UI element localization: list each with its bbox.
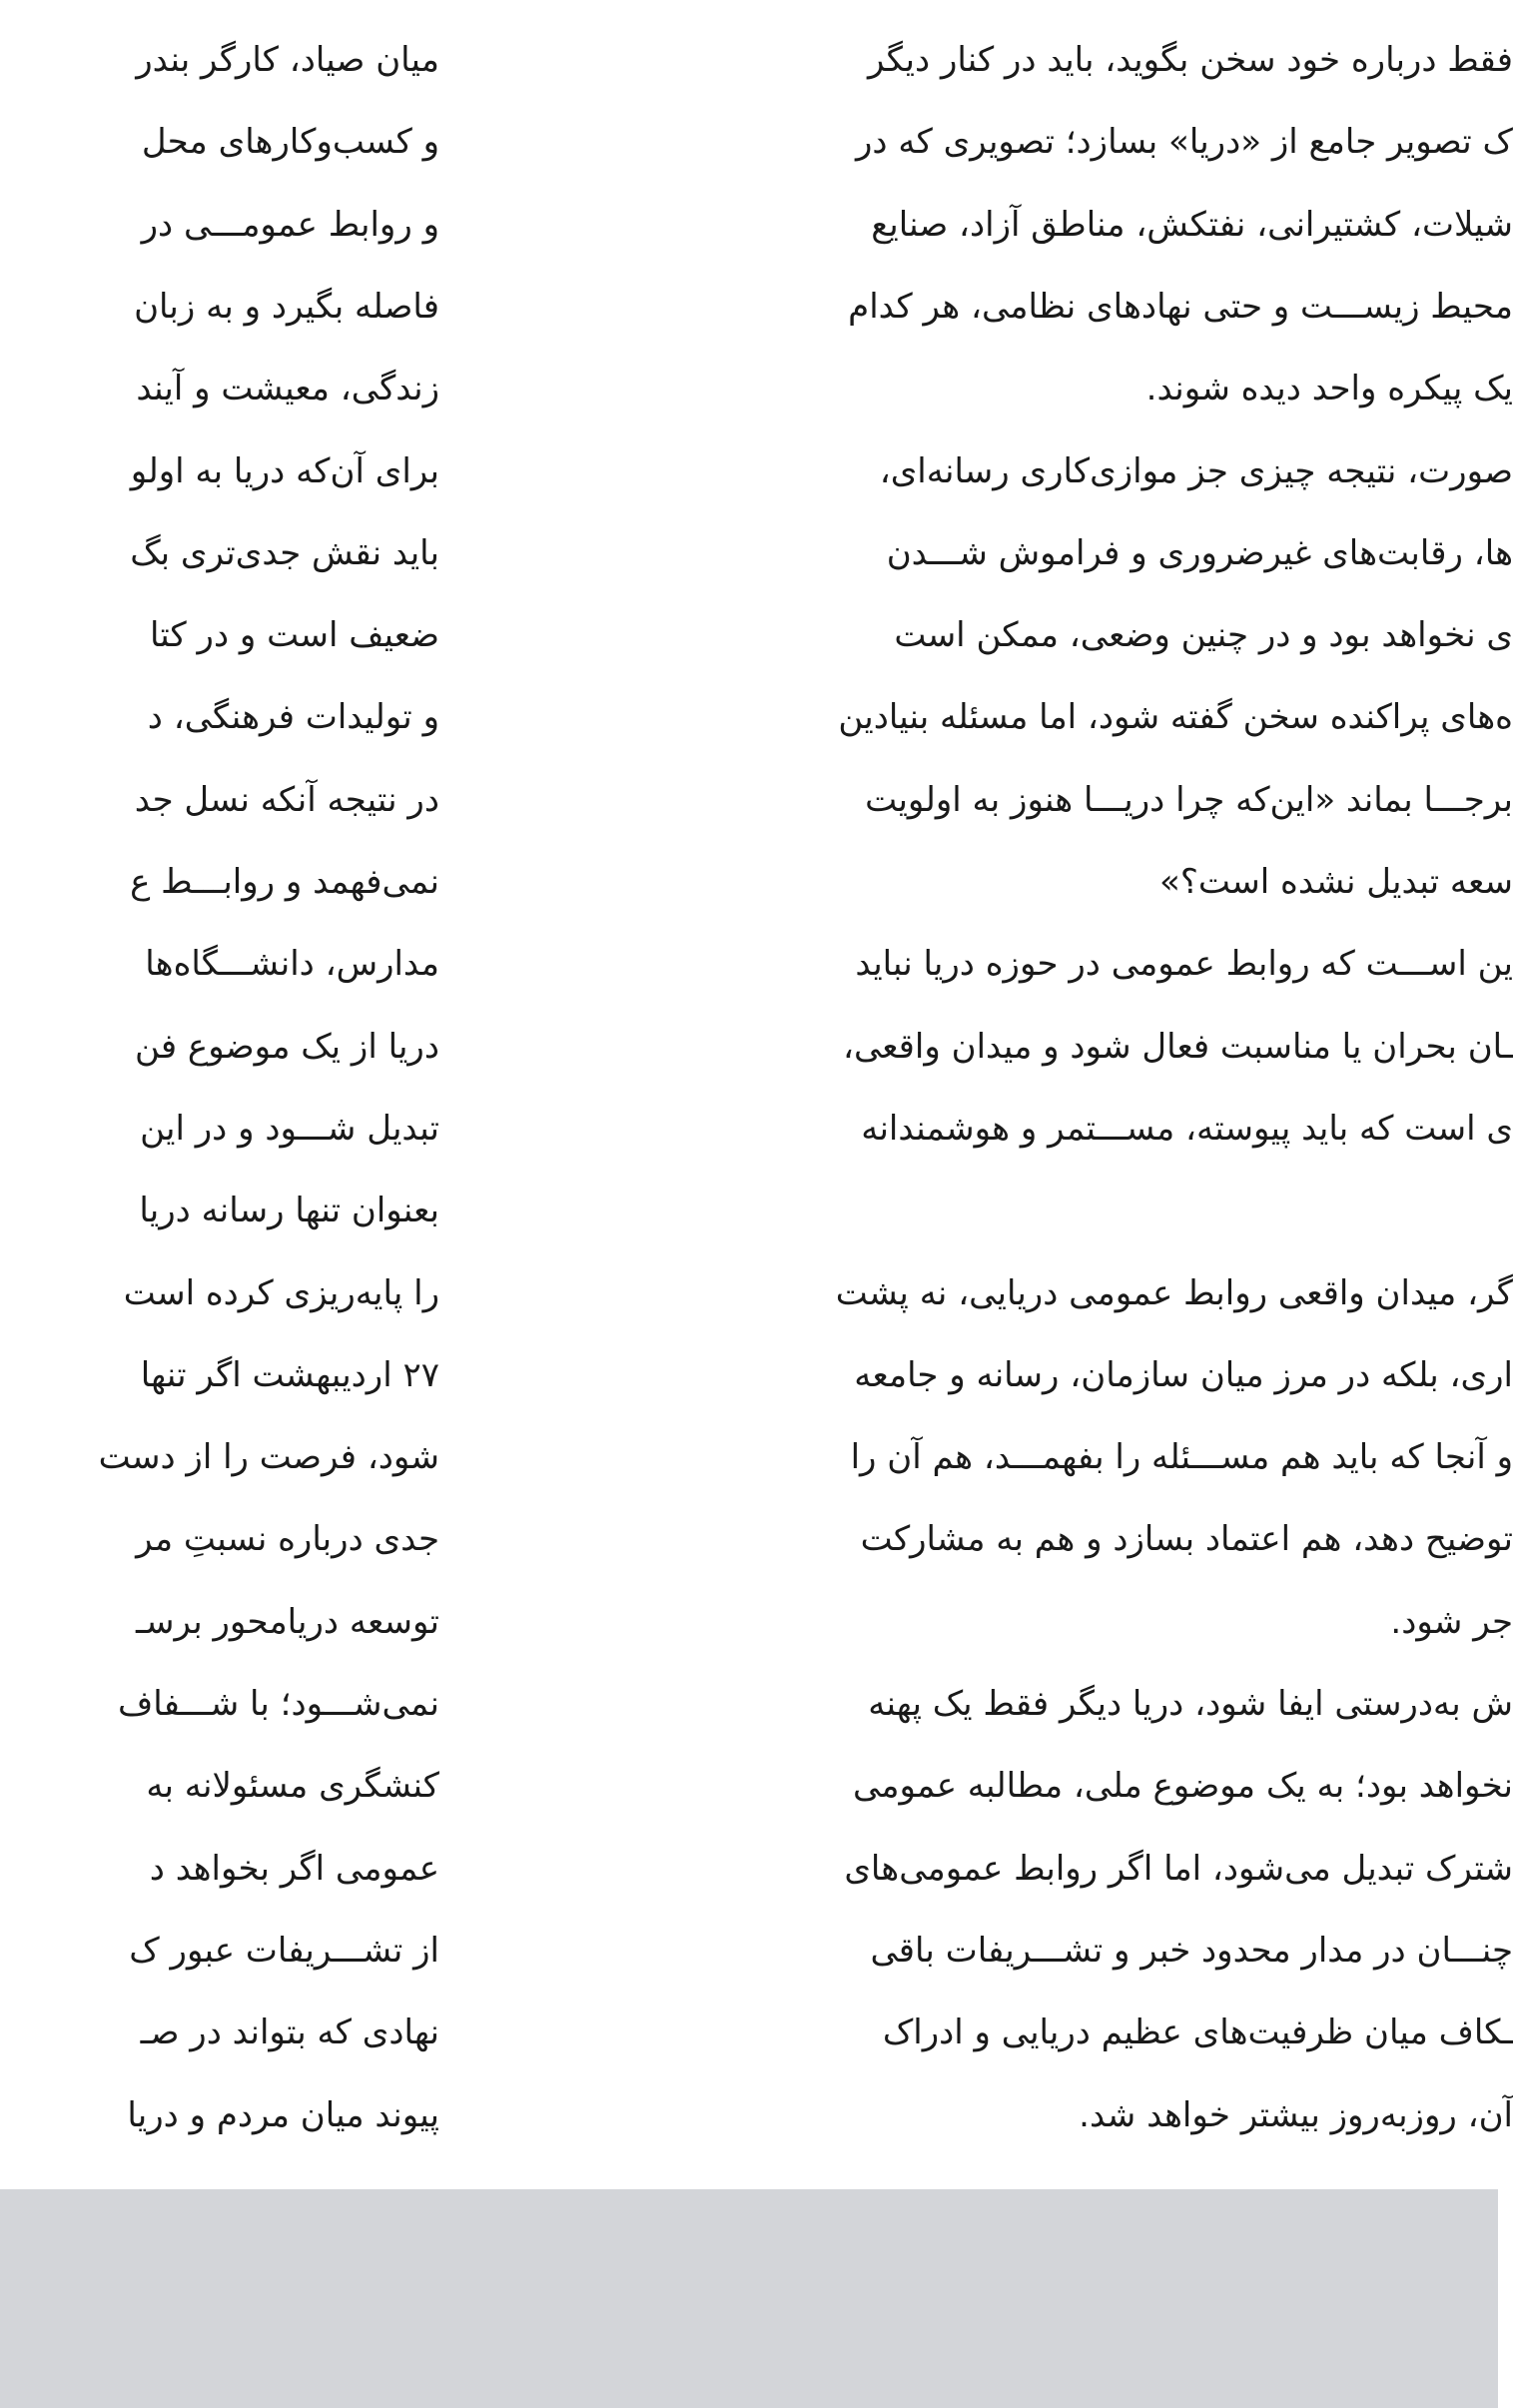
text-line: نخواهد بود؛ به یک موضوع ملی، مطالبه عمومی (852, 1766, 1513, 1807)
text-line: فقط درباره خود سخن بگوید، باید در کنار دیگر (868, 40, 1513, 80)
text-line: سعه تبدیل نشده است؟» (1159, 862, 1513, 902)
text-line: ـان بحران یا مناسبت فعال شود و میدان واقعی، (842, 1026, 1513, 1067)
text-line: برجـــا بماند «این‌که چرا دریـــا هنوز به اولویت (865, 779, 1513, 820)
text-line: و آنجا که باید هم مســـئله را بفهمـــد، هم آن را (850, 1437, 1513, 1478)
text-line: پیوند میان مردم و دریا (127, 2094, 439, 2135)
text-line: چنـــان در مدار محدود خبر و تشـــریفات باقی (870, 1930, 1513, 1971)
text-line: ضعیف است و در کتا (149, 615, 439, 656)
text-line: جدی درباره نسبتِ مر (136, 1519, 439, 1560)
text-line: شود، فرصت را از دست (98, 1437, 439, 1478)
text-line: ی نخواهد بود و در چنین وضعی، ممکن است (894, 615, 1513, 656)
text-line: یک پیکره واحد دیده شوند. (1145, 369, 1513, 409)
text-line: ین اســـت که روابط عمومی در حوزه دریا نباید (855, 944, 1513, 985)
text-line: نهادی که بتواند در صـ (140, 2012, 439, 2053)
text-line: توسعه دریامحور برسـ (136, 1601, 439, 1642)
text-line: و کسب‌وکارهای محل (141, 122, 439, 163)
text-line: را پایه‌ریزی کرده است (123, 1272, 439, 1313)
text-line: میان صیاد، کارگر بندر (136, 40, 439, 80)
text-line: ی است که باید پیوسته، مســـتمر و هوشمندانه (861, 1108, 1513, 1149)
footer-band (0, 2189, 1498, 2408)
text-line: باید نقش جدی‌تری بگ (130, 532, 439, 573)
text-line: شترک تبدیل می‌شود، اما اگر روابط عمومی‌های (844, 1848, 1513, 1889)
text-line: ک تصویر جامع از «دریا» بسازد؛ تصویری که در (855, 122, 1513, 163)
text-line: آن، روزبه‌روز بیشتر خواهد شد. (1079, 2094, 1513, 2135)
text-line: کنشگری مسئولانه به (146, 1766, 439, 1807)
text-line: فاصله بگیرد و به زبان (134, 286, 439, 327)
text-line: صورت، نتیجه چیزی جز موازی‌کاری رسانه‌ای، (879, 450, 1513, 491)
text-line: مدارس، دانشـــگاه‌ها (145, 944, 439, 985)
text-line: شیلات، کشتیرانی، نفتکش، مناطق آزاد، صنایع (871, 204, 1513, 245)
text-line: و روابط عمومـــی در (141, 204, 439, 245)
text-line: و تولیدات فرهنگی، د (147, 697, 439, 738)
text-line: ـکاف میان ظرفیت‌های عظیم دریایی و ادراک (882, 2012, 1513, 2053)
text-line: نمی‌فهمد و روابـــط ع (130, 862, 439, 902)
text-line: ۲۷ اردیبهشت اگر تنها (140, 1354, 439, 1395)
text-line: در نتیجه آنکه نسل جد (134, 779, 439, 820)
text-line: نمی‌شـــود؛ با شـــفاف (118, 1684, 439, 1724)
text-line: بعنوان تنها رسانه دریا (139, 1191, 439, 1231)
text-line: ش به‌درستی ایفا شود، دریا دیگر فقط یک پهنه (868, 1684, 1513, 1724)
text-line: از تشـــریفات عبور ک (129, 1930, 439, 1971)
text-line: ه‌های پراکنده سخن گفته شود، اما مسئله بنیادین (838, 697, 1513, 738)
text-line: محیط زیســـت و حتی نهادهای نظامی، هر کدام (848, 286, 1513, 327)
text-line: عمومی اگر بخواهد د (149, 1848, 439, 1889)
text-line: زندگی، معیشت و آیند (136, 369, 439, 409)
text-line: توضیح دهد، هم اعتماد بسازد و هم به مشارکت (860, 1519, 1513, 1560)
text-line: ها، رقابت‌های غیرضروری و فراموش شـــدن (886, 532, 1513, 573)
text-line: اری، بلکه در مرز میان سازمان، رسانه و جامعه (854, 1354, 1513, 1395)
text-line: گر، میدان واقعی روابط عمومی دریایی، نه پشت (835, 1272, 1513, 1313)
text-line: تبدیل شـــود و در این (140, 1108, 439, 1149)
text-line: برای آن‌که دریا به اولو (130, 450, 439, 491)
text-line: جر شود. (1390, 1601, 1513, 1642)
text-line: دریا از یک موضوع فن (134, 1026, 439, 1067)
